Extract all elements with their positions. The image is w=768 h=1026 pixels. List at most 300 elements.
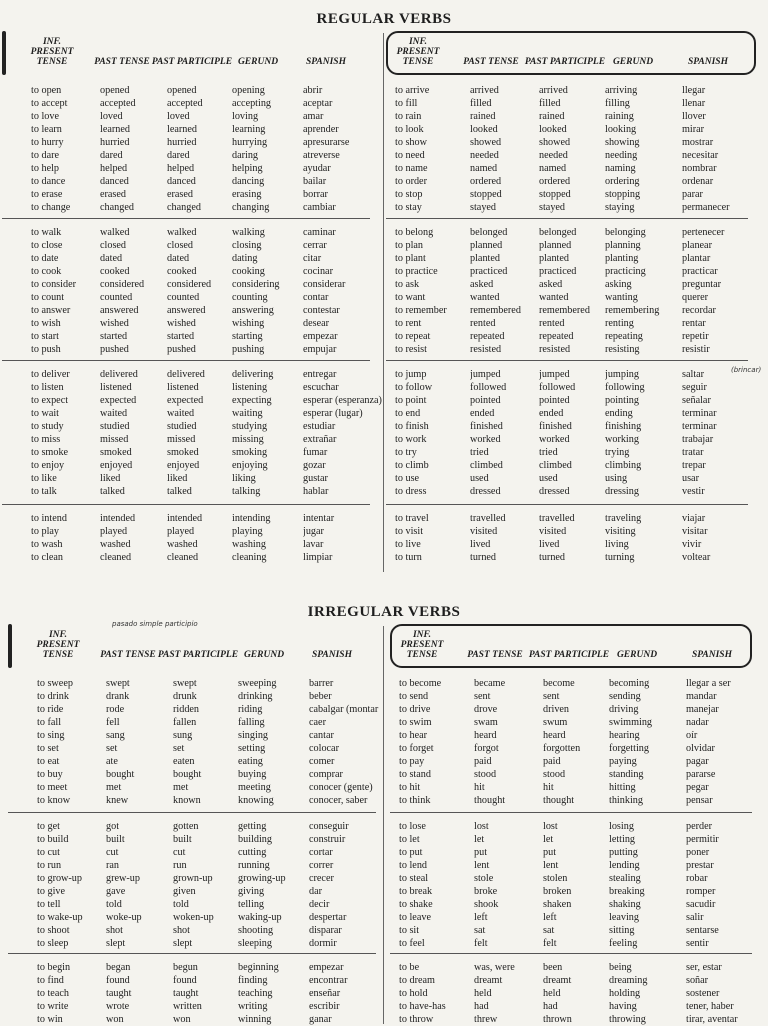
header-spanish: SPANISH xyxy=(306,57,346,67)
past-participle-cell: known xyxy=(173,795,201,806)
past-participle-cell: stayed xyxy=(539,202,566,213)
infinitive-cell: to turn xyxy=(395,552,422,563)
infinitive-cell: to lose xyxy=(399,821,426,832)
verb-row xyxy=(2,381,386,394)
past-participle-cell: woken-up xyxy=(173,912,214,923)
spanish-cell: considerar xyxy=(303,279,346,290)
infinitive-cell: to become xyxy=(399,678,442,689)
verb-row xyxy=(390,742,768,755)
spanish-cell: jugar xyxy=(303,526,324,537)
verb-row xyxy=(390,690,768,703)
past-participle-cell: slept xyxy=(173,938,193,949)
spanish-cell: tener, haber xyxy=(686,1001,734,1012)
spanish-cell: limpiar xyxy=(303,552,333,563)
past-participle-cell: thought xyxy=(543,795,575,806)
spanish-cell: cortar xyxy=(309,847,333,858)
header-spanish: SPANISH xyxy=(692,650,732,660)
spanish-cell: poner xyxy=(686,847,710,858)
gerund-cell: counting xyxy=(232,292,268,303)
infinitive-cell: to hear xyxy=(399,730,428,741)
gerund-cell: pointing xyxy=(605,395,639,406)
gerund-cell: breaking xyxy=(609,886,645,897)
past-tense-cell: held xyxy=(474,988,492,999)
verb-row xyxy=(390,794,768,807)
spanish-cell: borrar xyxy=(303,189,328,200)
past-tense-cell: bought xyxy=(106,769,135,780)
spanish-cell: necesitar xyxy=(682,150,719,161)
past-tense-cell: liked xyxy=(100,473,121,484)
past-participle-cell: shot xyxy=(173,925,190,936)
past-participle-cell: cooked xyxy=(167,266,197,277)
gerund-cell: learning xyxy=(232,124,266,135)
verb-row xyxy=(390,859,768,872)
infinitive-cell: to repeat xyxy=(395,331,431,342)
past-tense-cell: looked xyxy=(470,124,498,135)
past-participle-cell: washed xyxy=(167,539,198,550)
infinitive-cell: to push xyxy=(31,344,61,355)
past-participle-cell: smoked xyxy=(167,447,199,458)
past-tense-cell: expected xyxy=(100,395,137,406)
verb-group xyxy=(2,226,386,356)
gerund-cell: shooting xyxy=(238,925,274,936)
gerund-cell: smoking xyxy=(232,447,268,458)
past-tense-cell: gave xyxy=(106,886,126,897)
infinitive-cell: to consider xyxy=(31,279,76,290)
gerund-cell: dreaming xyxy=(609,975,648,986)
gerund-cell: driving xyxy=(609,704,639,715)
spanish-cell: señalar xyxy=(682,395,711,406)
past-tense-cell: hurried xyxy=(100,137,130,148)
infinitive-cell: to smoke xyxy=(31,447,69,458)
spanish-cell: trabajar xyxy=(682,434,714,445)
spanish-cell: vestir xyxy=(682,486,705,497)
past-participle-cell: arrived xyxy=(539,85,568,96)
past-tense-cell: intended xyxy=(100,513,136,524)
irregular-verbs-title: IRREGULAR VERBS xyxy=(307,604,461,620)
past-participle-cell: helped xyxy=(167,163,195,174)
header-gerund: GERUND xyxy=(237,57,279,67)
past-tense-cell: pointed xyxy=(470,395,501,406)
past-participle-cell: delivered xyxy=(167,369,205,380)
past-tense-cell: dated xyxy=(100,253,123,264)
past-participle-cell: ridden xyxy=(173,704,200,715)
infinitive-cell: to listen xyxy=(31,382,64,393)
gerund-cell: getting xyxy=(238,821,267,832)
spanish-cell: cocinar xyxy=(303,266,333,277)
verb-row xyxy=(386,123,768,136)
infinitive-cell: to dare xyxy=(31,150,60,161)
past-tense-cell: washed xyxy=(100,539,131,550)
spanish-cell: pararse xyxy=(686,769,716,780)
spanish-cell: sacudir xyxy=(686,899,716,910)
verb-row xyxy=(386,343,768,356)
past-tense-cell: rode xyxy=(106,704,125,715)
header-inf: INF. PRESENT TENSE xyxy=(400,630,444,660)
gerund-cell: sleeping xyxy=(238,938,272,949)
spanish-cell: oír xyxy=(686,730,698,741)
gerund-cell: intending xyxy=(232,513,271,524)
past-tense-cell: felt xyxy=(474,938,488,949)
spanish-cell: llenar xyxy=(682,98,706,109)
infinitive-cell: to walk xyxy=(31,227,62,238)
past-participle-cell: asked xyxy=(539,279,563,290)
spanish-cell: rentar xyxy=(682,318,706,329)
spanish-cell: preguntar xyxy=(682,279,722,290)
infinitive-cell: to wish xyxy=(31,318,61,329)
infinitive-cell: to feel xyxy=(399,938,425,949)
past-participle-cell: filled xyxy=(539,98,561,109)
infinitive-cell: to give xyxy=(37,886,66,897)
gerund-cell: wanting xyxy=(605,292,638,303)
verb-row xyxy=(386,84,768,97)
header-participle: PAST PARTICIPLE xyxy=(151,57,233,67)
spanish-cell: robar xyxy=(686,873,708,884)
gerund-cell: dressing xyxy=(605,486,639,497)
gerund-cell: writing xyxy=(238,1001,268,1012)
verb-row xyxy=(2,433,386,446)
past-participle-cell: sent xyxy=(543,691,560,702)
infinitive-cell: to visit xyxy=(395,526,424,537)
gerund-cell: paying xyxy=(609,756,637,767)
past-tense-cell: wanted xyxy=(470,292,500,303)
past-participle-cell: finished xyxy=(539,421,572,432)
gerund-cell: thinking xyxy=(609,795,643,806)
infinitive-cell: to break xyxy=(399,886,433,897)
past-participle-cell: felt xyxy=(543,938,557,949)
past-tense-cell: knew xyxy=(106,795,129,806)
gerund-cell: enjoying xyxy=(232,460,268,471)
infinitive-cell: to date xyxy=(31,253,59,264)
spanish-cell: barrer xyxy=(309,678,334,689)
infinitive-cell: to grow-up xyxy=(37,873,82,884)
past-participle-cell: used xyxy=(539,473,558,484)
gerund-cell: sending xyxy=(609,691,641,702)
infinitive-cell: to cut xyxy=(37,847,60,858)
infinitive-cell: to run xyxy=(37,860,62,871)
spanish-cell: gozar xyxy=(303,460,326,471)
spanish-cell: ayudar xyxy=(303,163,331,174)
past-participle-cell: stopped xyxy=(539,189,571,200)
gerund-cell: studying xyxy=(232,421,268,432)
past-tense-cell: missed xyxy=(100,434,129,445)
spanish-cell: terminar xyxy=(682,408,717,419)
gerund-cell: hearing xyxy=(609,730,640,741)
past-tense-cell: planted xyxy=(470,253,500,264)
past-tense-cell: swam xyxy=(474,717,498,728)
infinitive-cell: to dress xyxy=(395,486,427,497)
gerund-cell: planting xyxy=(605,253,639,264)
infinitive-cell: to drive xyxy=(399,704,431,715)
header-gerund: GERUND xyxy=(616,650,658,660)
infinitive-cell: to pay xyxy=(399,756,425,767)
past-participle-cell: visited xyxy=(539,526,567,537)
past-participle-cell: resisted xyxy=(539,344,571,355)
past-participle-cell: sat xyxy=(543,925,555,936)
verb-group xyxy=(8,961,392,1026)
past-tense-cell: learned xyxy=(100,124,130,135)
infinitive-cell: to eat xyxy=(37,756,60,767)
past-participle-cell: cut xyxy=(173,847,186,858)
infinitive-cell: to count xyxy=(31,292,65,303)
gerund-cell: playing xyxy=(232,526,263,537)
gerund-cell: letting xyxy=(609,834,636,845)
header-past: PAST TENSE xyxy=(100,650,156,660)
infinitive-cell: to begin xyxy=(37,962,71,973)
infinitive-cell: to steal xyxy=(399,873,429,884)
spanish-cell: cerrar xyxy=(303,240,327,251)
verb-group xyxy=(390,677,768,807)
past-participle-cell: turned xyxy=(539,552,566,563)
past-tense-cell: ended xyxy=(470,408,495,419)
past-tense-cell: considered xyxy=(100,279,145,290)
gerund-cell: arriving xyxy=(605,85,638,96)
past-participle-cell: pushed xyxy=(167,344,196,355)
spanish-cell: permanecer xyxy=(682,202,730,213)
infinitive-cell: to show xyxy=(395,137,427,148)
past-participle-cell: danced xyxy=(167,176,196,187)
gerund-cell: dating xyxy=(232,253,258,264)
past-tense-cell: delivered xyxy=(100,369,138,380)
verb-row xyxy=(386,278,768,291)
past-participle-cell: bought xyxy=(173,769,202,780)
infinitive-cell: to enjoy xyxy=(31,460,65,471)
spanish-cell: cabalgar (montar xyxy=(309,704,379,715)
header-inf: INF. PRESENT TENSE xyxy=(30,37,74,67)
past-participle-cell: given xyxy=(173,886,196,897)
infinitive-cell: to dream xyxy=(399,975,435,986)
infinitive-cell: to name xyxy=(395,163,428,174)
past-tense-cell: thought xyxy=(474,795,506,806)
past-tense-cell: planned xyxy=(470,240,503,251)
verb-row xyxy=(390,937,768,950)
gerund-cell: considering xyxy=(232,279,280,290)
infinitive-cell: to study xyxy=(31,421,64,432)
gerund-cell: resisting xyxy=(605,344,640,355)
past-tense-cell: cleaned xyxy=(100,552,132,563)
verb-row xyxy=(8,755,392,768)
infinitive-cell: to use xyxy=(395,473,420,484)
gerund-cell: erasing xyxy=(232,189,262,200)
infinitive-cell: to win xyxy=(37,1014,63,1025)
gerund-cell: putting xyxy=(609,847,638,858)
verb-row xyxy=(2,485,386,498)
verb-row xyxy=(8,729,392,742)
group-divider xyxy=(8,812,376,813)
gerund-cell: washing xyxy=(232,539,266,550)
past-participle-cell: forgotten xyxy=(543,743,581,754)
gerund-cell: starting xyxy=(232,331,263,342)
past-tense-cell: answered xyxy=(100,305,139,316)
past-tense-cell: climbed xyxy=(470,460,503,471)
gerund-cell: changing xyxy=(232,202,270,213)
group-divider xyxy=(390,812,752,813)
past-participle-cell: dated xyxy=(167,253,190,264)
past-tense-cell: dared xyxy=(100,150,123,161)
spanish-cell: abrir xyxy=(303,85,323,96)
spanish-cell: conseguir xyxy=(309,821,349,832)
past-participle-cell: lent xyxy=(543,860,559,871)
spanish-cell: dar xyxy=(309,886,323,897)
regular-header-box xyxy=(386,31,756,75)
past-tense-cell: stole xyxy=(474,873,494,884)
verb-row xyxy=(386,381,768,394)
gerund-cell: talking xyxy=(232,486,261,497)
verb-row xyxy=(8,768,392,781)
verb-row xyxy=(390,729,768,742)
past-tense-cell: lent xyxy=(474,860,490,871)
spanish-cell: beber xyxy=(309,691,332,702)
gerund-cell: walking xyxy=(232,227,265,238)
verb-row xyxy=(8,924,392,937)
past-participle-cell: climbed xyxy=(539,460,572,471)
verb-row xyxy=(386,459,768,472)
spanish-cell: citar xyxy=(303,253,322,264)
infinitive-cell: to hold xyxy=(399,988,428,999)
verb-row xyxy=(8,872,392,885)
past-participle-cell: belonged xyxy=(539,227,577,238)
header-inf: INF. PRESENT TENSE xyxy=(396,37,440,67)
past-tense-cell: wished xyxy=(100,318,129,329)
spanish-cell: decir xyxy=(309,899,330,910)
past-participle-cell: had xyxy=(543,1001,558,1012)
past-participle-cell: gotten xyxy=(173,821,199,832)
past-tense-cell: wrote xyxy=(106,1001,130,1012)
past-tense-cell: opened xyxy=(100,85,130,96)
infinitive-cell: to forget xyxy=(399,743,434,754)
verb-row xyxy=(386,525,768,538)
gerund-cell: hitting xyxy=(609,782,636,793)
infinitive-cell: to build xyxy=(37,834,69,845)
spanish-cell: perder xyxy=(686,821,713,832)
spanish-cell: cambiar xyxy=(303,202,336,213)
verb-row xyxy=(8,937,392,950)
infinitive-cell: to leave xyxy=(399,912,431,923)
past-participle-cell: missed xyxy=(167,434,196,445)
past-tense-cell: began xyxy=(106,962,131,973)
verb-row xyxy=(390,820,768,833)
infinitive-cell: to follow xyxy=(395,382,433,393)
past-participle-cell: broken xyxy=(543,886,572,897)
verb-row xyxy=(390,1000,768,1013)
past-tense-cell: resisted xyxy=(470,344,502,355)
past-tense-cell: walked xyxy=(100,227,130,238)
gerund-cell: wishing xyxy=(232,318,265,329)
past-participle-cell: ordered xyxy=(539,176,571,187)
header-gerund: GERUND xyxy=(243,650,285,660)
gerund-cell: belonging xyxy=(605,227,646,238)
past-tense-cell: belonged xyxy=(470,227,508,238)
past-participle-cell: showed xyxy=(539,137,571,148)
past-participle-cell: eaten xyxy=(173,756,195,767)
spanish-cell: usar xyxy=(682,473,699,484)
past-tense-cell: sang xyxy=(106,730,125,741)
spanish-cell: intentar xyxy=(303,513,335,524)
infinitive-cell: to sit xyxy=(399,925,420,936)
verb-row xyxy=(386,97,768,110)
spanish-cell: trepar xyxy=(682,460,706,471)
spanish-cell: salir xyxy=(686,912,704,923)
past-participle-cell: expected xyxy=(167,395,204,406)
gerund-cell: jumping xyxy=(605,369,639,380)
header-spanish: SPANISH xyxy=(312,650,352,660)
infinitive-cell: to finish xyxy=(395,421,429,432)
gerund-cell: planning xyxy=(605,240,641,251)
past-tense-cell: cooked xyxy=(100,266,130,277)
spanish-cell: romper xyxy=(686,886,716,897)
spanish-cell: cantar xyxy=(309,730,334,741)
gerund-cell: raining xyxy=(605,111,634,122)
spanish-cell: empujar xyxy=(303,344,337,355)
past-tense-cell: heard xyxy=(474,730,497,741)
past-participle-cell: learned xyxy=(167,124,197,135)
infinitive-cell: to sweep xyxy=(37,678,73,689)
gerund-cell: traveling xyxy=(605,513,642,524)
past-tense-cell: followed xyxy=(470,382,507,393)
header-inf: INF. PRESENT TENSE xyxy=(36,630,80,660)
gerund-cell: filling xyxy=(605,98,630,109)
gerund-cell: helping xyxy=(232,163,263,174)
past-tense-cell: shot xyxy=(106,925,123,936)
past-participle-cell: hurried xyxy=(167,137,197,148)
verb-group xyxy=(386,226,768,356)
gerund-cell: feeling xyxy=(609,938,638,949)
past-tense-cell: fell xyxy=(106,717,120,728)
verb-row xyxy=(386,304,768,317)
infinitive-cell: to practice xyxy=(395,266,438,277)
past-tense-cell: grew-up xyxy=(106,873,140,884)
past-participle-cell: pointed xyxy=(539,395,570,406)
infinitive-cell: to get xyxy=(37,821,60,832)
spanish-cell: seguir xyxy=(682,382,707,393)
past-tense-cell: listened xyxy=(100,382,132,393)
gerund-cell: accepting xyxy=(232,98,272,109)
infinitive-cell: to start xyxy=(31,331,60,342)
gerund-cell: falling xyxy=(238,717,265,728)
gerund-cell: running xyxy=(238,860,270,871)
spanish-cell: permitir xyxy=(686,834,719,845)
verb-row xyxy=(2,551,386,564)
verb-row xyxy=(2,84,386,97)
past-tense-cell: met xyxy=(106,782,122,793)
verb-row xyxy=(386,407,768,420)
infinitive-cell: to learn xyxy=(31,124,62,135)
verb-row xyxy=(390,703,768,716)
infinitive-cell: to arrive xyxy=(395,85,430,96)
verb-row xyxy=(8,794,392,807)
gerund-cell: singing xyxy=(238,730,269,741)
infinitive-cell: to lend xyxy=(399,860,428,871)
verb-row xyxy=(386,226,768,239)
verb-row xyxy=(386,472,768,485)
past-tense-cell: travelled xyxy=(470,513,506,524)
spanish-cell: tirar, aventar xyxy=(686,1014,738,1025)
gerund-cell: having xyxy=(609,1001,637,1012)
group-divider xyxy=(8,953,376,954)
past-tense-cell: sent xyxy=(474,691,491,702)
past-tense-cell: lived xyxy=(470,539,491,550)
gerund-cell: drinking xyxy=(238,691,273,702)
verb-row xyxy=(8,677,392,690)
verb-row xyxy=(390,987,768,1000)
past-tense-cell: remembered xyxy=(470,305,521,316)
infinitive-cell: to send xyxy=(399,691,429,702)
verb-row xyxy=(2,226,386,239)
spanish-cell: resistir xyxy=(682,344,710,355)
gerund-cell: finding xyxy=(238,975,268,986)
header-participle: PAST PARTICIPLE xyxy=(528,650,610,660)
spanish-cell: conocer, saber xyxy=(309,795,368,806)
gerund-cell: visiting xyxy=(605,526,636,537)
